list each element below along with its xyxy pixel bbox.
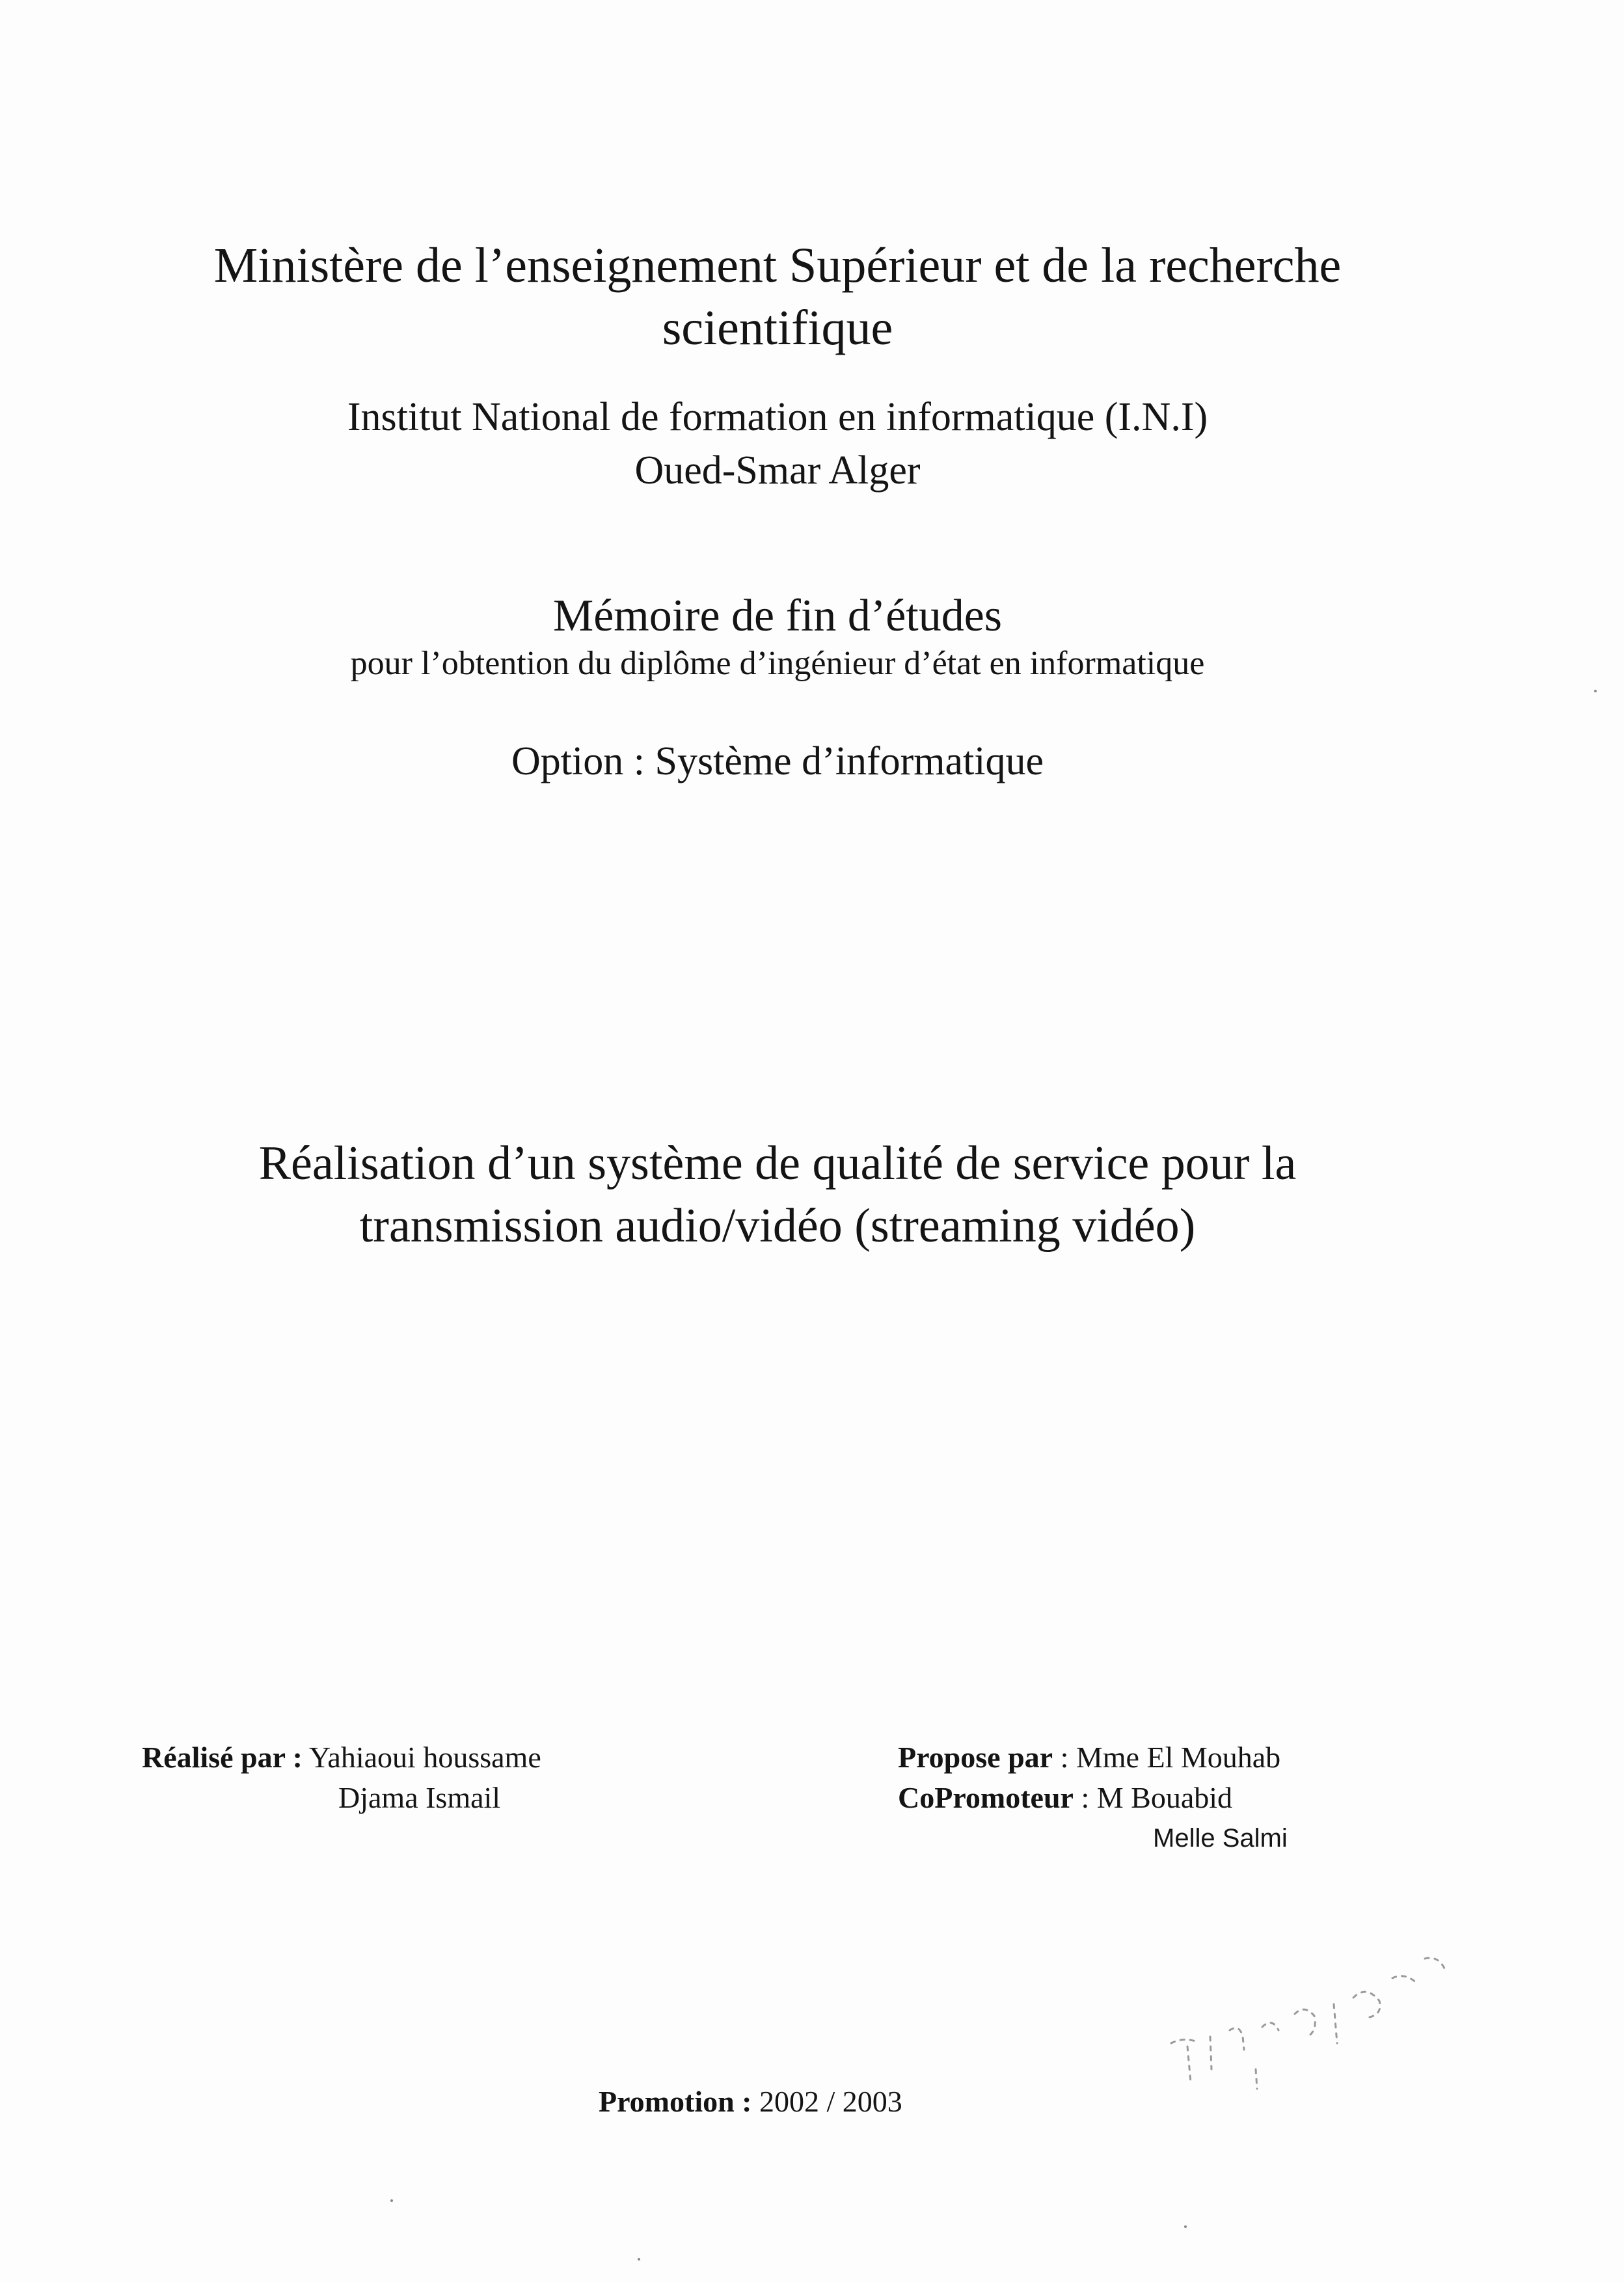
institute-heading bbox=[0, 390, 1555, 497]
thesis-title-line-1: Réalisation d’un système de qualité de service pour la bbox=[258, 1137, 1297, 1190]
propose-separator: : bbox=[1053, 1741, 1076, 1774]
copromoteur-separator: : bbox=[1073, 1781, 1097, 1814]
thesis-title bbox=[0, 1132, 1555, 1257]
copromoteur-row bbox=[898, 1778, 1288, 1818]
author-row-1 bbox=[142, 1737, 541, 1778]
ministry-line-1: Ministère de l’enseignement Supérieur et de la recherche bbox=[213, 238, 1342, 293]
thesis-title-line-2: transmission audio/vidéo (streaming vidéo) bbox=[359, 1199, 1196, 1253]
scan-speck bbox=[390, 2199, 393, 2202]
realise-label: Réalisé par : bbox=[142, 1741, 303, 1774]
copromoteur-1: M Bouabid bbox=[1096, 1781, 1233, 1814]
handwritten-signature bbox=[1158, 1939, 1470, 2108]
memoire-title: Mémoire de fin d’études bbox=[552, 591, 1003, 641]
copromoteur-2: Melle Salmi bbox=[1153, 1824, 1288, 1853]
authors-block bbox=[142, 1737, 541, 1818]
option-line: Option : Système d’informatique bbox=[511, 739, 1044, 783]
supervisors-block bbox=[898, 1737, 1288, 1858]
propose-label: Propose par bbox=[898, 1741, 1053, 1774]
institute-line-2: Oued-Smar Alger bbox=[634, 448, 921, 493]
ministry-heading bbox=[0, 234, 1555, 359]
scan-speck bbox=[1184, 2225, 1187, 2228]
ministry-line-2: scientifique bbox=[662, 301, 893, 355]
scan-speck bbox=[1594, 690, 1597, 692]
author-2: Djama Ismail bbox=[338, 1781, 501, 1814]
promotion-line bbox=[599, 2082, 902, 2121]
scan-speck bbox=[638, 2258, 640, 2261]
institute-line-1: Institut National de formation en informatique (I.N.I) bbox=[347, 395, 1208, 439]
proposer-name: Mme El Mouhab bbox=[1076, 1741, 1281, 1774]
memoire-subtitle: pour l’obtention du diplôme d’ingénieur d’état en informatique bbox=[350, 645, 1205, 682]
promotion-years: 2002 / 2003 bbox=[759, 2085, 902, 2118]
copromoteur-label: CoPromoteur bbox=[898, 1781, 1074, 1814]
proposer-row bbox=[898, 1737, 1288, 1778]
promotion-label: Promotion : bbox=[599, 2085, 752, 2118]
author-1: Yahiaoui houssame bbox=[308, 1741, 541, 1774]
